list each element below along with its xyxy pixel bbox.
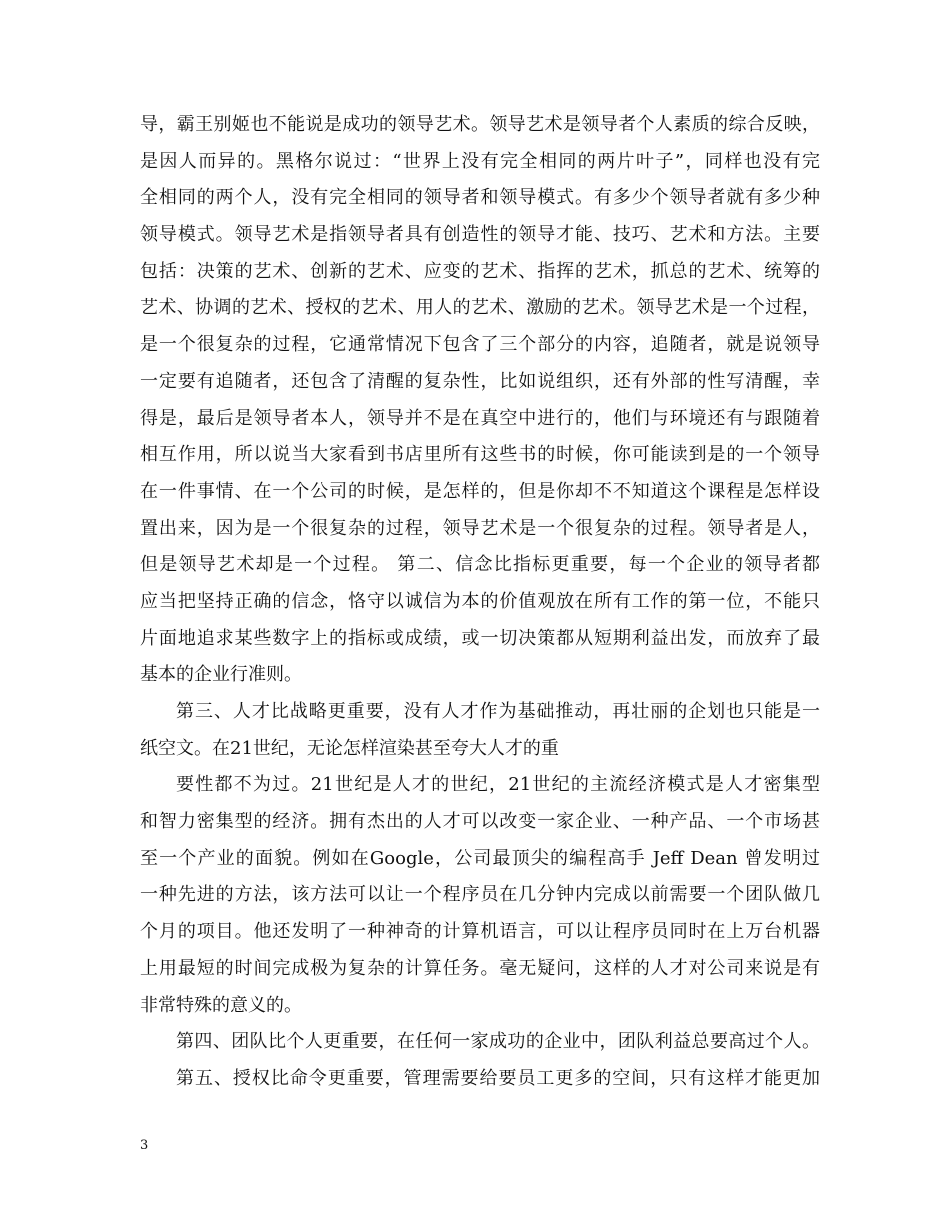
text-line: 要性都不为过。21世纪是人才的世纪，21世纪的主流经济模式是人才密集型 (176, 774, 820, 796)
text-line: 是因人而异的。黑格尔说过：“世界上没有完全相同的两片叶子”，同样也没有完 (140, 150, 820, 172)
body-text (140, 107, 820, 1098)
text-line: 包括：决策的艺术、创新的艺术、应变的艺术、指挥的艺术，抓总的艺术、统筹的 (140, 260, 820, 282)
text-line: 导，霸王别姬也不能说是成功的领导艺术。领导艺术是领导者个人素质的综合反映， (140, 114, 820, 135)
text-line: 应当把坚持正确的信念，恪守以诚信为本的价值观放在所有工作的第一位，不能只 (140, 590, 820, 612)
text-line: 第三、人才比战略更重要，没有人才作为基础推动，再壮丽的企划也只能是一 (176, 701, 820, 722)
text-line: 在一件事情、在一个公司的时候，是怎样的，但是你却不不知道这个课程是怎样设 (140, 480, 820, 502)
page-number: 3 (140, 1138, 149, 1153)
text-line: 纸空文。在21世纪，无论怎样渲染甚至夸大人才的重 (140, 737, 559, 759)
text-line: 得是，最后是领导者本人，领导并不是在真空中进行的，他们与环境还有与跟随着 (140, 407, 820, 429)
text-line: 一种先进的方法，该方法可以让一个程序员在几分钟内完成以前需要一个团队做几 (140, 884, 820, 906)
text-line: 至一个产业的面貌。例如在Google，公司最顶尖的编程高手 Jeff Dean 曾发明过 (140, 847, 820, 869)
text-line: 领导模式。领导艺术是指领导者具有创造性的领导才能、技巧、艺术和方法。主要 (140, 224, 820, 246)
text-line: 但是领导艺术却是一个过程。 第二、信念比指标更重要，每一个企业的领导者都 (140, 554, 820, 576)
text-line: 上用最短的时间完成极为复杂的计算任务。毫无疑问，这样的人才对公司来说是有 (140, 957, 820, 979)
text-line: 个月的项目。他还发明了一种神奇的计算机语言，可以让程序员同时在上万台机器 (140, 921, 820, 943)
text-line: 基本的企业行准则。 (140, 664, 302, 686)
text-line: 相互作用，所以说当大家看到书店里所有这些书的时候，你可能读到是的一个领导 (140, 444, 820, 466)
text-line: 置出来，因为是一个很复杂的过程，领导艺术是一个很复杂的过程。领导者是人， (140, 517, 820, 539)
text-line: 全相同的两个人，没有完全相同的领导者和领导模式。有多少个领导者就有多少种 (140, 187, 820, 209)
text-line: 第五、授权比命令更重要，管理需要给要员工更多的空间，只有这样才能更加 (176, 1067, 820, 1089)
text-line: 非常特殊的意义的。 (140, 994, 302, 1016)
text-line: 是一个很复杂的过程，它通常情况下包含了三个部分的内容，追随者，就是说领导 (140, 334, 820, 356)
text-line: 艺术、协调的艺术、授权的艺术、用人的艺术、激励的艺术。领导艺术是一个过程， (140, 297, 820, 319)
text-line: 片面地追求某些数字上的指标或成绩，或一切决策都从短期利益出发，而放弃了最 (140, 627, 820, 649)
text-line: 第四、团队比个人更重要，在任何一家成功的企业中，团队利益总要高过个人。 (176, 1031, 820, 1053)
text-line: 一定要有追随者，还包含了清醒的复杂性，比如说组织，还有外部的性写清醒，幸 (140, 370, 820, 392)
text-line: 和智力密集型的经济。拥有杰出的人才可以改变一家企业、一种产品、一个市场甚 (140, 811, 820, 833)
